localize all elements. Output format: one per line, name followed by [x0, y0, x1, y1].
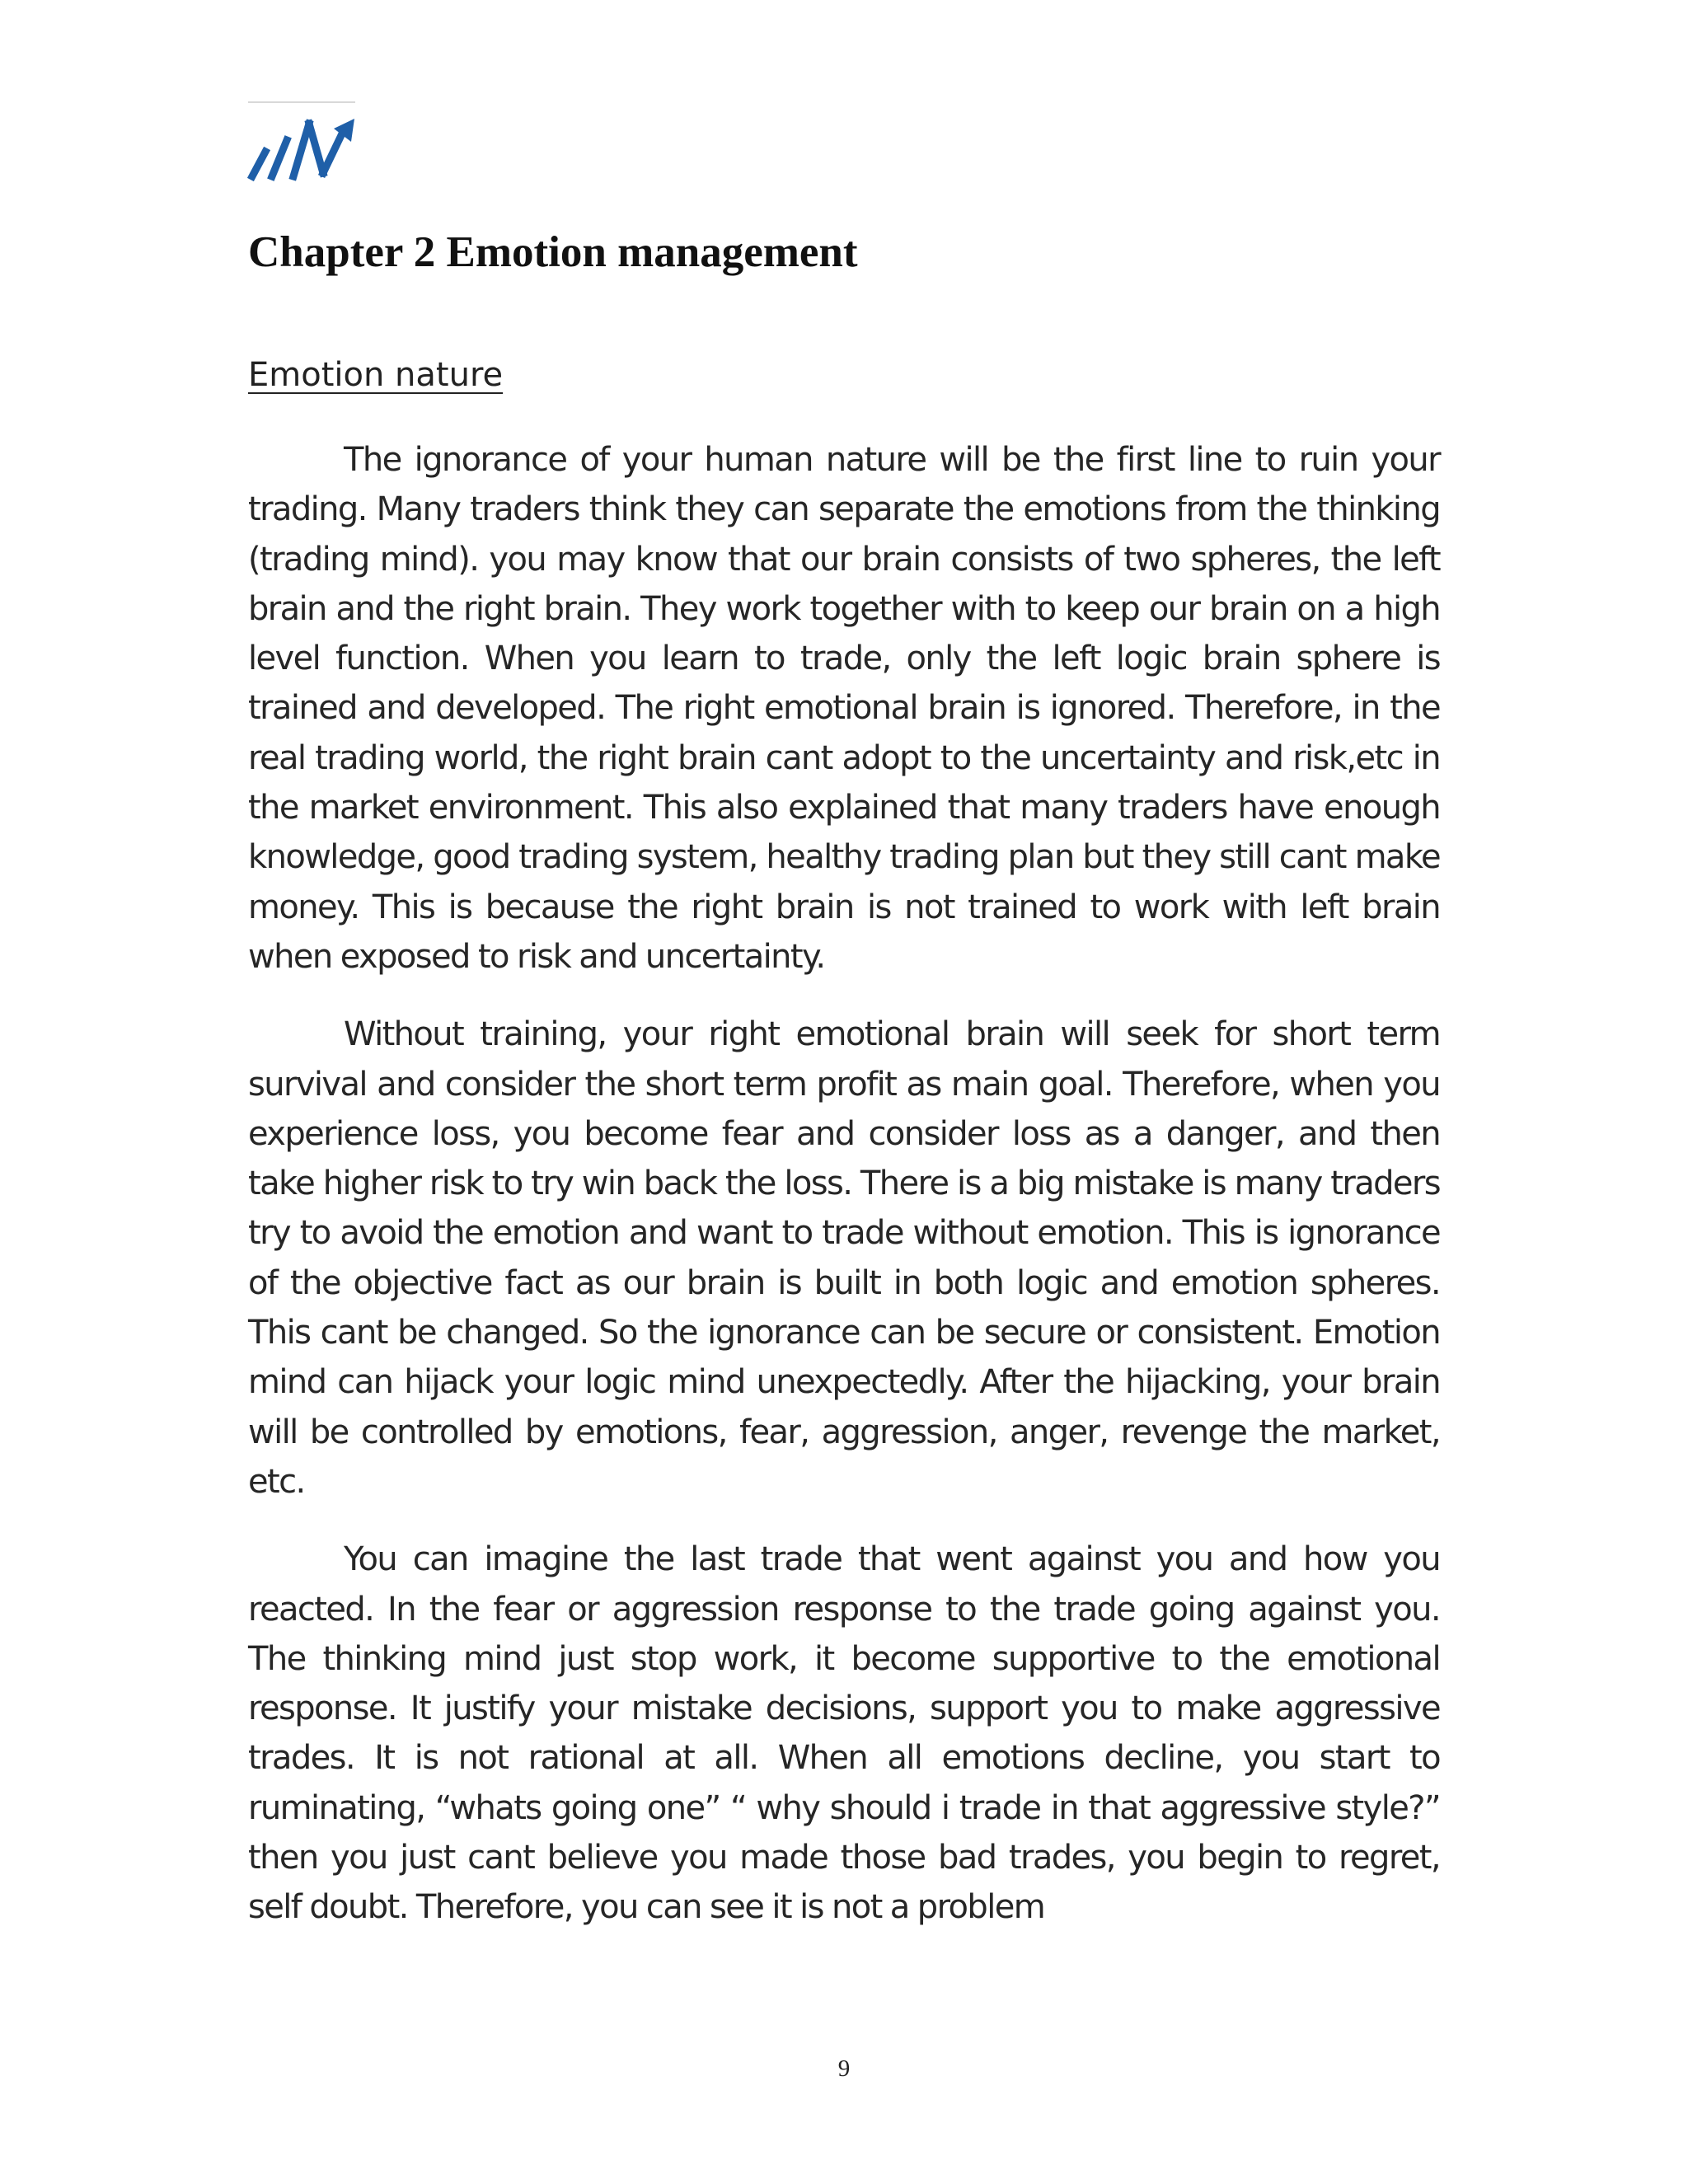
paragraph: You can imagine the last trade that went against you and how you reacted. In the fear or aggression response to the trade going against you. The thinking mind just stop work, it become supportive to the emotional response. It justify your mistake decisions, support you to make aggressive trades. It is not rational at all. When all emotions decline, you start to ruminating, “whats going one” “ why should i trade in that aggressive style?” then you just cant believe you made those bad trades, you begin to regret, self doubt. Therefore, you can see it is not a problem — [248, 1540, 1440, 1927]
paragraph: The ignorance of your human nature will be the first line to ruin your trading. Many traders think they can separate the emotions from the thinking (trading mind). you may know that our brain consists of two spheres, the left brain and the right brain. They work together with to keep our brain on a high level function. When you learn to trade, only the left logic brain sphere is trained and developed. The right emotional brain is ignored. Therefore, in the real trading world, the right brain cant adopt to the uncertainty and risk,etc in the market environment. This also explained that many traders have enough knowledge, good trading system, healthy trading plan but they still cant make money. This is because the right brain is not trained to work with left brain when exposed to risk and uncertainty. — [248, 441, 1440, 976]
page-number: 9 — [837, 2055, 851, 2082]
body-text — [248, 435, 1440, 1961]
header-divider — [248, 101, 355, 103]
paragraph: Without training, your right emotional brain will seek for short term survival and consider the short term profit as main goal. Therefore, when you experience loss, you become fear and consider loss as a danger, and then take higher risk to try win back the loss. There is a big mistake is many traders try to avoid the emotion and want to trade without emotion. This is ignorance of the objective fact as our brain is built in both logic and emotion spheres. This cant be changed. So the ignorance can be secure or consistent. Emotion mind can hijack your logic mind unexpectedly. After the hijacking, your brain will be controlled by emotions, fear, aggression, anger, revenge the market, etc. — [248, 1015, 1440, 1501]
section-heading: Emotion nature — [248, 356, 504, 394]
chapter-title: Chapter 2 Emotion management — [248, 228, 858, 276]
wave-logo-icon — [247, 115, 359, 181]
